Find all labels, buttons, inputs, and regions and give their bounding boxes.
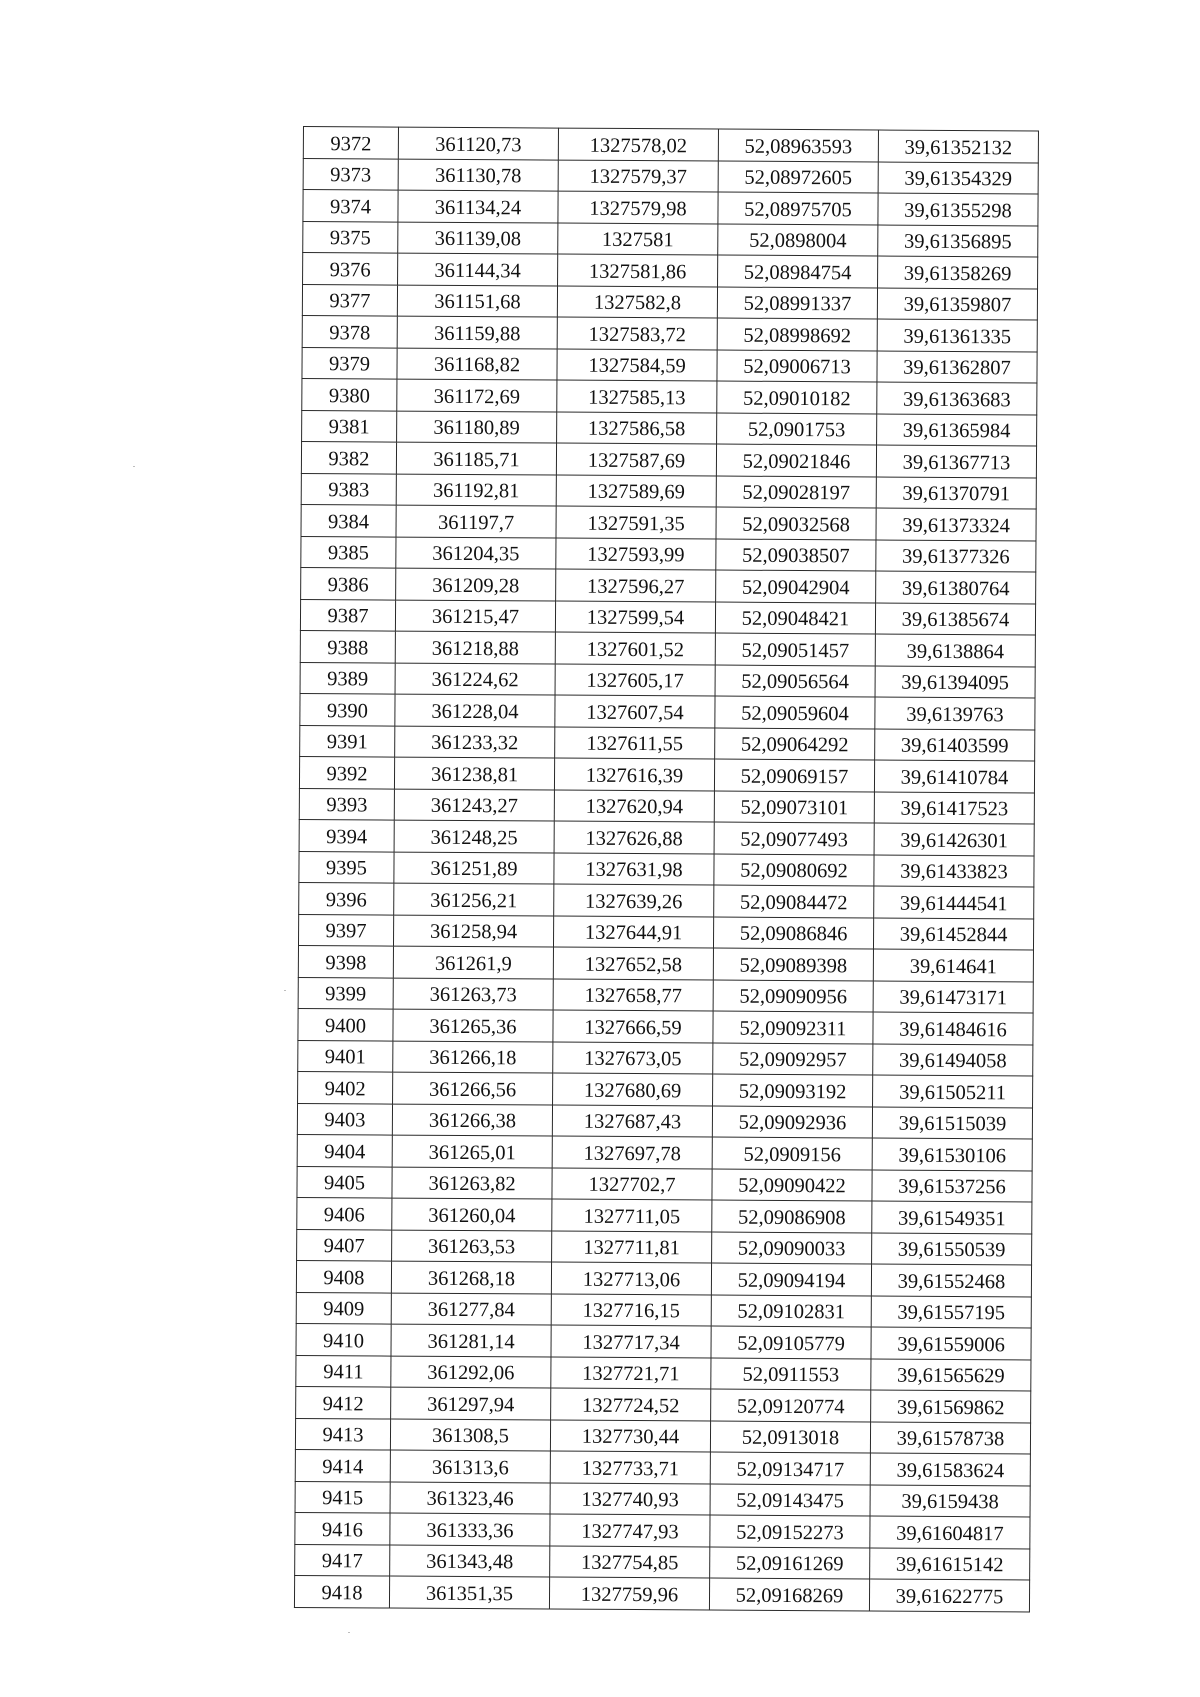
y-coordinate-cell: 1327581 xyxy=(558,223,718,255)
latitude-cell: 52,09086846 xyxy=(713,917,873,949)
longitude-cell: 39,61359807 xyxy=(877,288,1037,320)
x-coordinate-cell: 361204,35 xyxy=(396,537,556,569)
x-coordinate-cell: 361139,08 xyxy=(398,222,558,254)
table-row xyxy=(296,1292,1031,1328)
point-number-cell: 9383 xyxy=(301,473,396,505)
longitude-cell: 39,61615142 xyxy=(870,1547,1030,1579)
y-coordinate-cell: 1327713,06 xyxy=(551,1262,711,1294)
x-coordinate-cell: 361263,82 xyxy=(392,1167,552,1199)
x-coordinate-cell: 361238,81 xyxy=(394,757,554,789)
point-number-cell: 9414 xyxy=(295,1449,390,1481)
y-coordinate-cell: 1327584,59 xyxy=(557,349,717,381)
x-coordinate-cell: 361134,24 xyxy=(398,190,558,222)
table-row xyxy=(297,1229,1032,1265)
point-number-cell: 9405 xyxy=(297,1166,392,1198)
table-row xyxy=(303,253,1038,289)
y-coordinate-cell: 1327673,05 xyxy=(553,1042,713,1074)
scan-speck xyxy=(133,466,135,467)
x-coordinate-cell: 361260,04 xyxy=(392,1198,552,1230)
latitude-cell: 52,09105779 xyxy=(711,1326,871,1358)
table-row xyxy=(294,1575,1029,1611)
latitude-cell: 52,09056564 xyxy=(715,665,875,697)
x-coordinate-cell: 361265,01 xyxy=(392,1135,552,1167)
x-coordinate-cell: 361323,46 xyxy=(390,1482,550,1514)
longitude-cell: 39,61403599 xyxy=(875,729,1035,761)
longitude-cell: 39,61569862 xyxy=(871,1390,1031,1422)
point-number-cell: 9391 xyxy=(300,725,395,757)
latitude-cell: 52,09090033 xyxy=(712,1232,872,1264)
longitude-cell: 39,61552468 xyxy=(871,1264,1031,1296)
latitude-cell: 52,09048421 xyxy=(715,602,875,634)
y-coordinate-cell: 1327644,91 xyxy=(553,916,713,948)
y-coordinate-cell: 1327759,96 xyxy=(549,1577,709,1609)
point-number-cell: 9411 xyxy=(296,1355,391,1387)
y-coordinate-cell: 1327601,52 xyxy=(555,632,715,664)
latitude-cell: 52,09143475 xyxy=(710,1484,870,1516)
latitude-cell: 52,0898004 xyxy=(718,224,878,256)
y-coordinate-cell: 1327578,02 xyxy=(558,128,718,160)
latitude-cell: 52,09086908 xyxy=(712,1200,872,1232)
longitude-cell: 39,61358269 xyxy=(878,256,1038,288)
point-number-cell: 9406 xyxy=(297,1197,392,1229)
point-number-cell: 9374 xyxy=(303,190,398,222)
point-number-cell: 9381 xyxy=(302,410,397,442)
table-row xyxy=(300,725,1035,761)
table-row xyxy=(300,630,1035,666)
y-coordinate-cell: 1327607,54 xyxy=(555,695,715,727)
table-row xyxy=(295,1544,1030,1580)
table-row xyxy=(299,756,1034,792)
table-row xyxy=(296,1386,1031,1422)
latitude-cell: 52,09080692 xyxy=(714,854,874,886)
point-number-cell: 9372 xyxy=(303,127,398,159)
y-coordinate-cell: 1327711,05 xyxy=(552,1199,712,1231)
y-coordinate-cell: 1327581,86 xyxy=(558,254,718,286)
x-coordinate-cell: 361228,04 xyxy=(395,694,555,726)
point-number-cell: 9404 xyxy=(297,1134,392,1166)
table-row xyxy=(301,473,1036,509)
point-number-cell: 9376 xyxy=(303,253,398,285)
latitude-cell: 52,09038507 xyxy=(716,539,876,571)
latitude-cell: 52,09092936 xyxy=(712,1106,872,1138)
x-coordinate-cell: 361266,38 xyxy=(392,1104,552,1136)
y-coordinate-cell: 1327658,77 xyxy=(553,979,713,1011)
table-row xyxy=(300,599,1035,635)
x-coordinate-cell: 361180,89 xyxy=(397,411,557,443)
point-number-cell: 9394 xyxy=(299,819,394,851)
point-number-cell: 9393 xyxy=(299,788,394,820)
longitude-cell: 39,6138864 xyxy=(875,634,1035,666)
table-row xyxy=(299,851,1034,887)
point-number-cell: 9390 xyxy=(300,693,395,725)
latitude-cell: 52,09051457 xyxy=(715,633,875,665)
longitude-cell: 39,61452844 xyxy=(873,918,1033,950)
latitude-cell: 52,08998692 xyxy=(717,318,877,350)
latitude-cell: 52,09032568 xyxy=(716,507,876,539)
y-coordinate-cell: 1327605,17 xyxy=(555,664,715,696)
longitude-cell: 39,61354329 xyxy=(878,162,1038,194)
point-number-cell: 9392 xyxy=(299,756,394,788)
longitude-cell: 39,61361335 xyxy=(877,319,1037,351)
table-row xyxy=(297,1197,1032,1233)
table-row xyxy=(301,536,1036,572)
point-number-cell: 9380 xyxy=(302,378,397,410)
latitude-cell: 52,09092311 xyxy=(713,1011,873,1043)
longitude-cell: 39,61426301 xyxy=(874,823,1034,855)
longitude-cell: 39,61583624 xyxy=(870,1453,1030,1485)
point-number-cell: 9375 xyxy=(303,221,398,253)
x-coordinate-cell: 361243,27 xyxy=(394,789,554,821)
longitude-cell: 39,61380764 xyxy=(876,571,1036,603)
x-coordinate-cell: 361151,68 xyxy=(397,285,557,317)
latitude-cell: 52,09077493 xyxy=(714,822,874,854)
longitude-cell: 39,61557195 xyxy=(871,1295,1031,1327)
y-coordinate-cell: 1327666,59 xyxy=(553,1010,713,1042)
table-row xyxy=(295,1481,1030,1517)
latitude-cell: 52,09161269 xyxy=(710,1547,870,1579)
y-coordinate-cell: 1327721,71 xyxy=(551,1357,711,1389)
longitude-cell: 39,61352132 xyxy=(878,130,1038,162)
y-coordinate-cell: 1327639,26 xyxy=(554,884,714,916)
x-coordinate-cell: 361277,84 xyxy=(391,1293,551,1325)
y-coordinate-cell: 1327611,55 xyxy=(555,727,715,759)
y-coordinate-cell: 1327593,99 xyxy=(556,538,716,570)
table-row xyxy=(296,1323,1031,1359)
longitude-cell: 39,61356895 xyxy=(878,225,1038,257)
point-number-cell: 9373 xyxy=(303,158,398,190)
latitude-cell: 52,09093192 xyxy=(713,1074,873,1106)
x-coordinate-cell: 361209,28 xyxy=(396,568,556,600)
y-coordinate-cell: 1327587,69 xyxy=(556,443,716,475)
point-number-cell: 9415 xyxy=(295,1481,390,1513)
latitude-cell: 52,09168269 xyxy=(709,1578,869,1610)
point-number-cell: 9416 xyxy=(295,1512,390,1544)
point-number-cell: 9388 xyxy=(300,630,395,662)
latitude-cell: 52,08963593 xyxy=(718,129,878,161)
latitude-cell: 52,09094194 xyxy=(711,1263,871,1295)
table-row xyxy=(298,1040,1033,1076)
latitude-cell: 52,08984754 xyxy=(718,255,878,287)
y-coordinate-cell: 1327680,69 xyxy=(553,1073,713,1105)
latitude-cell: 52,09102831 xyxy=(711,1295,871,1327)
latitude-cell: 52,0913018 xyxy=(710,1421,870,1453)
y-coordinate-cell: 1327620,94 xyxy=(554,790,714,822)
x-coordinate-cell: 361197,7 xyxy=(396,505,556,537)
y-coordinate-cell: 1327724,52 xyxy=(551,1388,711,1420)
latitude-cell: 52,0911553 xyxy=(711,1358,871,1390)
table-row xyxy=(295,1449,1030,1485)
longitude-cell: 39,61494058 xyxy=(873,1043,1033,1075)
table-row xyxy=(303,158,1038,194)
point-number-cell: 9385 xyxy=(301,536,396,568)
y-coordinate-cell: 1327586,58 xyxy=(557,412,717,444)
point-number-cell: 9399 xyxy=(298,977,393,1009)
table-row xyxy=(298,914,1033,950)
x-coordinate-cell: 361248,25 xyxy=(394,820,554,852)
x-coordinate-cell: 361268,18 xyxy=(391,1261,551,1293)
table-row xyxy=(302,410,1037,446)
latitude-cell: 52,09006713 xyxy=(717,350,877,382)
y-coordinate-cell: 1327582,8 xyxy=(557,286,717,318)
y-coordinate-cell: 1327687,43 xyxy=(552,1105,712,1137)
table-row xyxy=(297,1166,1032,1202)
table-row xyxy=(302,315,1037,351)
x-coordinate-cell: 361251,89 xyxy=(394,852,554,884)
x-coordinate-cell: 361192,81 xyxy=(396,474,556,506)
longitude-cell: 39,614641 xyxy=(873,949,1033,981)
table-row xyxy=(295,1418,1030,1454)
point-number-cell: 9398 xyxy=(298,945,393,977)
point-number-cell: 9418 xyxy=(294,1575,389,1607)
y-coordinate-cell: 1327711,81 xyxy=(552,1231,712,1263)
longitude-cell: 39,61355298 xyxy=(878,193,1038,225)
table-row xyxy=(298,977,1033,1013)
y-coordinate-cell: 1327754,85 xyxy=(550,1546,710,1578)
table-row xyxy=(303,127,1038,163)
scan-speck xyxy=(348,1632,350,1633)
x-coordinate-cell: 361261,9 xyxy=(393,946,553,978)
x-coordinate-cell: 361297,94 xyxy=(391,1387,551,1419)
longitude-cell: 39,61410784 xyxy=(874,760,1034,792)
x-coordinate-cell: 361292,06 xyxy=(391,1356,551,1388)
x-coordinate-cell: 361266,18 xyxy=(393,1041,553,1073)
latitude-cell: 52,09152273 xyxy=(710,1515,870,1547)
y-coordinate-cell: 1327616,39 xyxy=(554,758,714,790)
longitude-cell: 39,61367713 xyxy=(876,445,1036,477)
latitude-cell: 52,09120774 xyxy=(711,1389,871,1421)
y-coordinate-cell: 1327652,58 xyxy=(553,947,713,979)
point-number-cell: 9401 xyxy=(298,1040,393,1072)
x-coordinate-cell: 361308,5 xyxy=(390,1419,550,1451)
table-row xyxy=(298,945,1033,981)
latitude-cell: 52,0909156 xyxy=(712,1137,872,1169)
y-coordinate-cell: 1327747,93 xyxy=(550,1514,710,1546)
x-coordinate-cell: 361172,69 xyxy=(397,379,557,411)
latitude-cell: 52,09073101 xyxy=(714,791,874,823)
table-row xyxy=(302,378,1037,414)
table-row xyxy=(297,1134,1032,1170)
latitude-cell: 52,09021846 xyxy=(716,444,876,476)
point-number-cell: 9417 xyxy=(295,1544,390,1576)
longitude-cell: 39,61550539 xyxy=(872,1232,1032,1264)
x-coordinate-cell: 361120,73 xyxy=(398,127,558,159)
longitude-cell: 39,61394095 xyxy=(875,666,1035,698)
longitude-cell: 39,61530106 xyxy=(872,1138,1032,1170)
latitude-cell: 52,09090956 xyxy=(713,980,873,1012)
table-row xyxy=(298,1071,1033,1107)
y-coordinate-cell: 1327591,35 xyxy=(556,506,716,538)
point-number-cell: 9382 xyxy=(301,441,396,473)
y-coordinate-cell: 1327740,93 xyxy=(550,1483,710,1515)
latitude-cell: 52,09090422 xyxy=(712,1169,872,1201)
latitude-cell: 52,09042904 xyxy=(716,570,876,602)
point-number-cell: 9379 xyxy=(302,347,397,379)
y-coordinate-cell: 1327579,37 xyxy=(558,160,718,192)
x-coordinate-cell: 361144,34 xyxy=(398,253,558,285)
x-coordinate-cell: 361215,47 xyxy=(395,600,555,632)
table-row xyxy=(302,347,1037,383)
table-row xyxy=(300,693,1035,729)
x-coordinate-cell: 361168,82 xyxy=(397,348,557,380)
table-row xyxy=(301,504,1036,540)
point-number-cell: 9384 xyxy=(301,504,396,536)
longitude-cell: 39,61484616 xyxy=(873,1012,1033,1044)
table-row xyxy=(300,662,1035,698)
y-coordinate-cell: 1327599,54 xyxy=(555,601,715,633)
x-coordinate-cell: 361224,62 xyxy=(395,663,555,695)
point-number-cell: 9408 xyxy=(296,1260,391,1292)
point-number-cell: 9410 xyxy=(296,1323,391,1355)
longitude-cell: 39,61365984 xyxy=(877,414,1037,446)
table-row xyxy=(299,788,1034,824)
point-number-cell: 9395 xyxy=(299,851,394,883)
longitude-cell: 39,61604817 xyxy=(870,1516,1030,1548)
table-row xyxy=(301,567,1036,603)
longitude-cell: 39,61444541 xyxy=(874,886,1034,918)
table-row xyxy=(298,1008,1033,1044)
longitude-cell: 39,61377326 xyxy=(876,540,1036,572)
longitude-cell: 39,61515039 xyxy=(872,1106,1032,1138)
point-number-cell: 9413 xyxy=(295,1418,390,1450)
longitude-cell: 39,61622775 xyxy=(869,1579,1029,1611)
latitude-cell: 52,09010182 xyxy=(717,381,877,413)
point-number-cell: 9387 xyxy=(300,599,395,631)
longitude-cell: 39,61363683 xyxy=(877,382,1037,414)
x-coordinate-cell: 361256,21 xyxy=(394,883,554,915)
x-coordinate-cell: 361218,88 xyxy=(395,631,555,663)
x-coordinate-cell: 361185,71 xyxy=(396,442,556,474)
x-coordinate-cell: 361159,88 xyxy=(397,316,557,348)
point-number-cell: 9377 xyxy=(302,284,397,316)
longitude-cell: 39,6139763 xyxy=(875,697,1035,729)
table-row xyxy=(297,1103,1032,1139)
table-row xyxy=(295,1512,1030,1548)
x-coordinate-cell: 361263,73 xyxy=(393,978,553,1010)
y-coordinate-cell: 1327631,98 xyxy=(554,853,714,885)
table-row xyxy=(299,819,1034,855)
table-row xyxy=(302,284,1037,320)
latitude-cell: 52,09084472 xyxy=(714,885,874,917)
y-coordinate-cell: 1327579,98 xyxy=(558,191,718,223)
longitude-cell: 39,61578738 xyxy=(870,1421,1030,1453)
longitude-cell: 39,61362807 xyxy=(877,351,1037,383)
x-coordinate-cell: 361313,6 xyxy=(390,1450,550,1482)
y-coordinate-cell: 1327596,27 xyxy=(556,569,716,601)
latitude-cell: 52,09069157 xyxy=(714,759,874,791)
longitude-cell: 39,61373324 xyxy=(876,508,1036,540)
point-number-cell: 9402 xyxy=(298,1071,393,1103)
latitude-cell: 52,09064292 xyxy=(715,728,875,760)
longitude-cell: 39,61549351 xyxy=(872,1201,1032,1233)
x-coordinate-cell: 361333,36 xyxy=(390,1513,550,1545)
y-coordinate-cell: 1327626,88 xyxy=(554,821,714,853)
x-coordinate-cell: 361281,14 xyxy=(391,1324,551,1356)
point-number-cell: 9412 xyxy=(296,1386,391,1418)
point-number-cell: 9396 xyxy=(299,882,394,914)
y-coordinate-cell: 1327716,15 xyxy=(551,1294,711,1326)
y-coordinate-cell: 1327697,78 xyxy=(552,1136,712,1168)
coordinates-table-body xyxy=(294,127,1038,1612)
latitude-cell: 52,09089398 xyxy=(713,948,873,980)
table-row xyxy=(303,190,1038,226)
longitude-cell: 39,61385674 xyxy=(875,603,1035,635)
latitude-cell: 52,09059604 xyxy=(715,696,875,728)
table-row xyxy=(299,882,1034,918)
x-coordinate-cell: 361258,94 xyxy=(393,915,553,947)
x-coordinate-cell: 361265,36 xyxy=(393,1009,553,1041)
latitude-cell: 52,08991337 xyxy=(717,287,877,319)
point-number-cell: 9409 xyxy=(296,1292,391,1324)
latitude-cell: 52,09092957 xyxy=(713,1043,873,1075)
longitude-cell: 39,61433823 xyxy=(874,855,1034,887)
longitude-cell: 39,61370791 xyxy=(876,477,1036,509)
table-row xyxy=(296,1355,1031,1391)
table-row xyxy=(303,221,1038,257)
longitude-cell: 39,61417523 xyxy=(874,792,1034,824)
x-coordinate-cell: 361233,32 xyxy=(395,726,555,758)
point-number-cell: 9386 xyxy=(301,567,396,599)
y-coordinate-cell: 1327730,44 xyxy=(550,1420,710,1452)
y-coordinate-cell: 1327585,13 xyxy=(557,380,717,412)
longitude-cell: 39,61537256 xyxy=(872,1169,1032,1201)
point-number-cell: 9378 xyxy=(302,315,397,347)
y-coordinate-cell: 1327733,71 xyxy=(550,1451,710,1483)
table-row xyxy=(301,441,1036,477)
x-coordinate-cell: 361130,78 xyxy=(398,159,558,191)
longitude-cell: 39,61559006 xyxy=(871,1327,1031,1359)
longitude-cell: 39,6159438 xyxy=(870,1484,1030,1516)
latitude-cell: 52,0901753 xyxy=(717,413,877,445)
x-coordinate-cell: 361343,48 xyxy=(390,1545,550,1577)
latitude-cell: 52,08972605 xyxy=(718,161,878,193)
y-coordinate-cell: 1327589,69 xyxy=(556,475,716,507)
y-coordinate-cell: 1327702,7 xyxy=(552,1168,712,1200)
point-number-cell: 9397 xyxy=(298,914,393,946)
scan-speck xyxy=(284,990,286,991)
table-row xyxy=(296,1260,1031,1296)
longitude-cell: 39,61505211 xyxy=(873,1075,1033,1107)
longitude-cell: 39,61565629 xyxy=(871,1358,1031,1390)
y-coordinate-cell: 1327717,34 xyxy=(551,1325,711,1357)
point-number-cell: 9400 xyxy=(298,1008,393,1040)
x-coordinate-cell: 361263,53 xyxy=(392,1230,552,1262)
point-number-cell: 9389 xyxy=(300,662,395,694)
point-number-cell: 9403 xyxy=(297,1103,392,1135)
latitude-cell: 52,09134717 xyxy=(710,1452,870,1484)
latitude-cell: 52,08975705 xyxy=(718,192,878,224)
x-coordinate-cell: 361351,35 xyxy=(389,1576,549,1608)
y-coordinate-cell: 1327583,72 xyxy=(557,317,717,349)
coordinates-table xyxy=(294,126,1039,1612)
latitude-cell: 52,09028197 xyxy=(716,476,876,508)
longitude-cell: 39,61473171 xyxy=(873,980,1033,1012)
point-number-cell: 9407 xyxy=(297,1229,392,1261)
x-coordinate-cell: 361266,56 xyxy=(393,1072,553,1104)
